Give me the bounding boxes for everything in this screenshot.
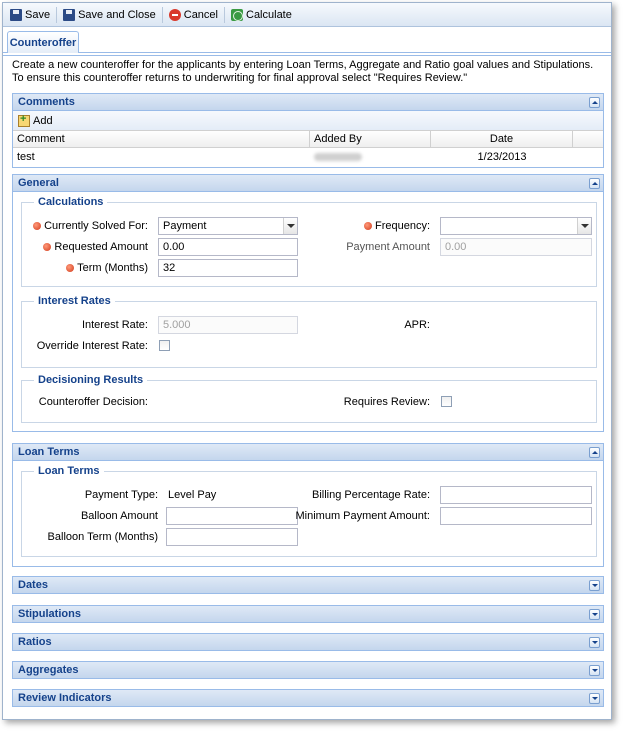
toolbar: [3, 3, 611, 27]
redacted-user: [314, 153, 362, 161]
calculations-fieldset: [21, 196, 597, 287]
save-button[interactable]: [7, 5, 53, 25]
apr-label: APR:: [404, 319, 430, 331]
expand-aggregates-button[interactable]: [589, 665, 600, 676]
calculate-label: Calculate: [246, 8, 292, 21]
requested-amount-input[interactable]: 0.00: [158, 238, 298, 256]
payment-type-label: Payment Type:: [84, 489, 158, 501]
loan-terms-panel-header[interactable]: [12, 443, 604, 461]
comment-cell: test: [17, 151, 35, 163]
cancel-button[interactable]: [166, 5, 221, 25]
required-icon: [43, 243, 51, 251]
comments-panel-title: Comments: [18, 96, 75, 108]
counteroffer-window: [2, 2, 612, 720]
payment-amount-label: Payment Amount: [346, 241, 430, 253]
comments-grid-header: [13, 131, 603, 148]
expand-ratios-button[interactable]: [589, 637, 600, 648]
chevron-down-icon: [592, 669, 598, 672]
billing-percentage-rate-label: Billing Percentage Rate:: [311, 489, 430, 501]
comments-panel-header[interactable]: [12, 93, 604, 111]
cancel-icon: [169, 9, 181, 21]
term-months-text: Term (Months): [77, 262, 148, 274]
required-icon: [33, 222, 41, 230]
loan-terms-panel-body: [12, 461, 604, 567]
collapse-comments-button[interactable]: [589, 97, 600, 108]
add-comment-button[interactable]: Add: [33, 114, 53, 127]
column-header-date[interactable]: Date: [431, 131, 573, 147]
chevron-down-icon[interactable]: [577, 218, 591, 234]
payment-amount-input: 0.00: [440, 238, 592, 256]
chevron-up-icon: [592, 101, 598, 104]
dates-panel-title: Dates: [18, 579, 48, 591]
toolbar-separator: [56, 7, 57, 23]
currently-solved-for-text: Currently Solved For:: [44, 220, 148, 232]
override-interest-rate-label: Override Interest Rate:: [36, 340, 148, 352]
column-header-comment[interactable]: Comment: [13, 131, 310, 147]
comments-toolbar: [13, 111, 603, 131]
frequency-select[interactable]: [440, 217, 592, 235]
column-header-spacer: [573, 131, 603, 147]
date-cell: 1/23/2013: [477, 151, 527, 163]
ratios-panel-title: Ratios: [18, 636, 52, 648]
chevron-down-icon: [592, 584, 598, 587]
collapse-general-button[interactable]: [589, 178, 600, 189]
review-indicators-panel-title: Review Indicators: [18, 692, 112, 704]
toolbar-separator: [162, 7, 163, 23]
table-row[interactable]: [13, 148, 603, 166]
requires-review-label: Requires Review:: [343, 396, 430, 408]
balloon-term-input[interactable]: [166, 528, 298, 546]
currently-solved-for-label: [33, 220, 148, 232]
expand-dates-button[interactable]: [589, 580, 600, 591]
billing-percentage-rate-input[interactable]: [440, 486, 592, 504]
chevron-down-icon: [592, 697, 598, 700]
balloon-amount-label: Balloon Amount: [80, 510, 158, 522]
frequency-text: Frequency:: [374, 220, 430, 232]
requested-amount-text: Requested Amount: [54, 241, 148, 253]
expand-stipulations-button[interactable]: [589, 609, 600, 620]
term-months-input[interactable]: 32: [158, 259, 298, 277]
minimum-payment-amount-label: Minimum Payment Amount:: [295, 510, 430, 522]
stipulations-panel-title: Stipulations: [18, 608, 81, 620]
currently-solved-for-select[interactable]: [158, 217, 298, 235]
dates-panel-header[interactable]: [12, 576, 604, 594]
calculations-legend: Calculations: [34, 196, 107, 208]
interest-rates-legend: Interest Rates: [34, 295, 115, 307]
tab-strip: [3, 31, 611, 53]
review-indicators-panel-header[interactable]: [12, 689, 604, 707]
general-panel-header[interactable]: [12, 174, 604, 192]
interest-rate-label: Interest Rate:: [81, 319, 148, 331]
stipulations-panel-header[interactable]: [12, 605, 604, 623]
balloon-term-label: Balloon Term (Months): [47, 531, 158, 543]
cancel-label: Cancel: [183, 8, 218, 21]
override-interest-rate-checkbox[interactable]: [159, 340, 170, 351]
chevron-up-icon: [592, 451, 598, 454]
save-and-close-button[interactable]: [60, 5, 159, 25]
collapse-loan-terms-button[interactable]: [589, 447, 600, 458]
minimum-payment-amount-input[interactable]: [440, 507, 592, 525]
tab-counteroffer[interactable]: Counteroffer: [7, 31, 79, 53]
save-label: Save: [25, 8, 51, 21]
add-icon: [18, 115, 30, 127]
required-icon: [364, 222, 372, 230]
interest-rates-fieldset: [21, 295, 597, 368]
requested-amount-label: [43, 241, 148, 253]
required-icon: [66, 264, 74, 272]
general-panel-title: General: [18, 177, 59, 189]
loan-terms-fieldset: [21, 465, 597, 557]
chevron-down-icon: [592, 613, 598, 616]
save-icon: [63, 9, 75, 21]
requires-review-checkbox[interactable]: [441, 396, 452, 407]
added-by-cell: [310, 148, 431, 166]
currently-solved-for-value: Payment: [163, 220, 207, 232]
loan-terms-panel-title: Loan Terms: [18, 446, 80, 458]
toolbar-separator: [224, 7, 225, 23]
save-icon: [10, 9, 22, 21]
comments-panel-body: [12, 111, 604, 168]
chevron-up-icon: [592, 182, 598, 185]
tab-content: [3, 55, 611, 719]
expand-review-indicators-button[interactable]: [589, 693, 600, 704]
decisioning-results-fieldset: [21, 374, 597, 423]
calculate-icon: [231, 9, 243, 21]
column-header-added-by[interactable]: Added By: [310, 131, 431, 147]
loan-terms-legend: Loan Terms: [34, 465, 104, 477]
general-panel-body: [12, 192, 604, 432]
frequency-label: [364, 220, 430, 232]
calculate-button[interactable]: [228, 5, 295, 25]
intro-text: Create a new counteroffer for the applicants by entering Loan Terms, Aggregate and Ratio goal values and Stipulations. To ensure this counteroffer returns to underwriting for final approval select "Requires Review.": [12, 59, 594, 84]
decisioning-results-legend: Decisioning Results: [34, 374, 147, 386]
save-and-close-label: Save and Close: [78, 8, 156, 21]
term-months-label: [66, 262, 148, 274]
interest-rate-input: 5.000: [158, 316, 298, 334]
chevron-down-icon: [592, 641, 598, 644]
aggregates-panel-title: Aggregates: [18, 664, 79, 676]
payment-type-value: Level Pay: [168, 489, 217, 501]
balloon-amount-input[interactable]: [166, 507, 298, 525]
chevron-down-icon[interactable]: [283, 218, 297, 234]
aggregates-panel-header[interactable]: [12, 661, 604, 679]
counteroffer-decision-label: Counteroffer Decision:: [38, 396, 148, 408]
ratios-panel-header[interactable]: [12, 633, 604, 651]
